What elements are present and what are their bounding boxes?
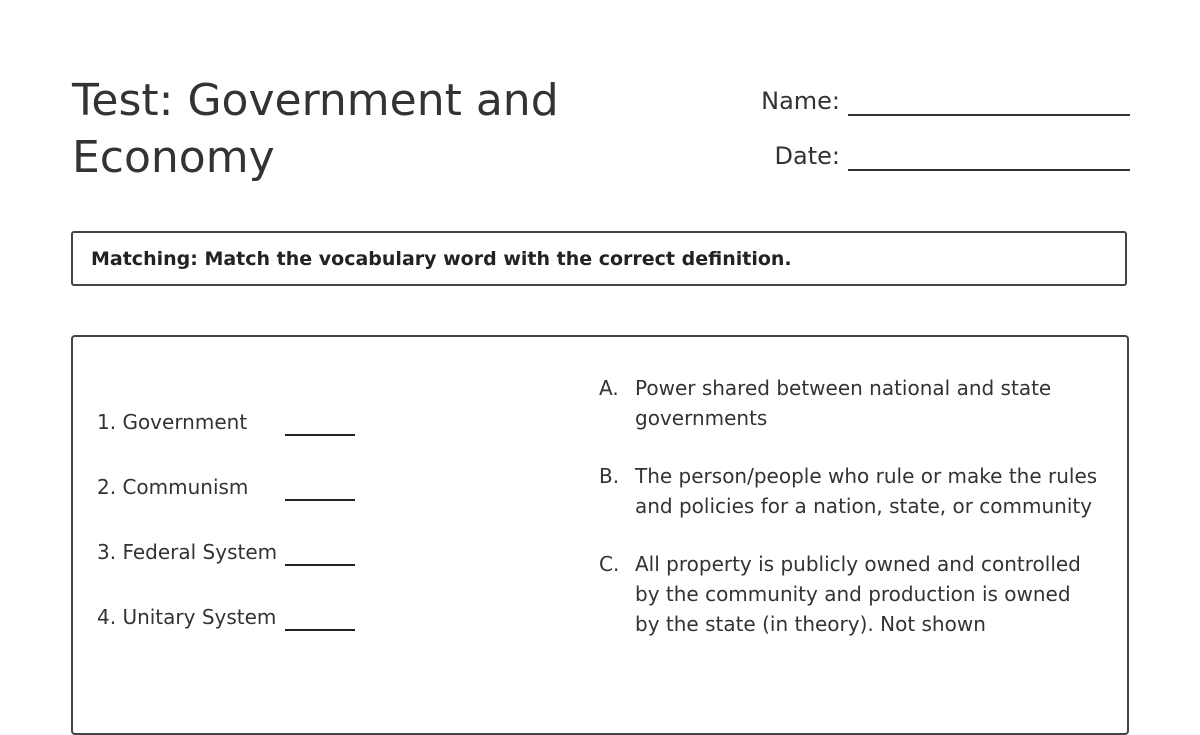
definition-item-b (599, 461, 1099, 521)
date-blank-line[interactable] (848, 133, 1130, 171)
date-field (700, 133, 1130, 171)
term-label: 4. Unitary System (97, 605, 277, 629)
definitions-list (599, 373, 1099, 667)
definition-letter: A. (599, 376, 619, 400)
definition-letter: B. (599, 464, 620, 488)
definition-item-c (599, 549, 1099, 639)
name-field (700, 78, 1130, 116)
definition-text: The person/people who rule or make the rules and policies for a nation, state, or community (635, 464, 1098, 518)
term-item-4 (97, 568, 355, 633)
date-label: Date: (774, 142, 840, 170)
definition-text: Power shared between national and state governments (635, 376, 1052, 430)
term-item-1 (97, 373, 355, 438)
name-blank-line[interactable] (848, 78, 1130, 116)
term-label: 2. Communism (97, 475, 249, 499)
answer-blank[interactable] (285, 599, 355, 631)
term-item-2 (97, 438, 355, 503)
term-item-3 (97, 503, 355, 568)
definition-item-a (599, 373, 1099, 433)
answer-blank[interactable] (285, 404, 355, 436)
page-title: Test: Government and Economy (72, 75, 559, 183)
matching-panel (71, 335, 1129, 735)
term-label: 3. Federal System (97, 540, 278, 564)
answer-blank[interactable] (285, 534, 355, 566)
term-label: 1. Government (97, 410, 248, 434)
definition-letter: C. (599, 552, 620, 576)
definition-text: All property is publicly owned and controlled by the community and production is owned by the state (in theory). Not shown (635, 552, 1081, 636)
answer-blank[interactable] (285, 469, 355, 501)
instructions-box: Matching: Match the vocabulary word with the correct definition. (71, 231, 1127, 286)
name-label: Name: (761, 87, 840, 115)
terms-list (97, 373, 355, 633)
